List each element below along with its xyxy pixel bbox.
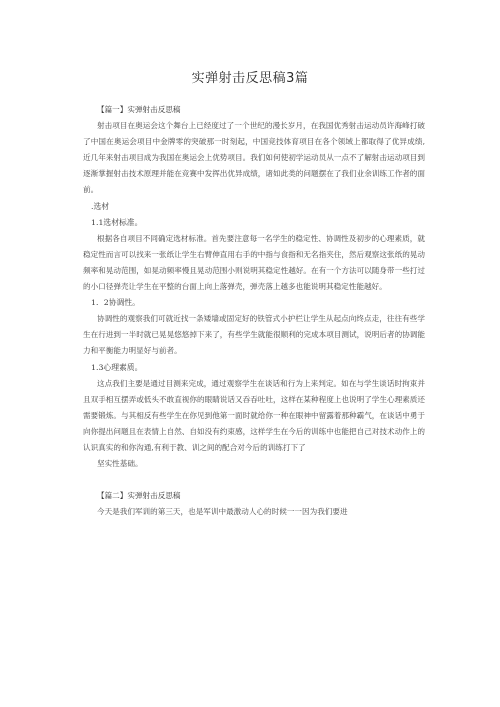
section1-intro-paragraph: 射击项目在奥运会这个舞台上已经度过了一个世纪的漫长岁月，在我国优秀射击运动员许海峰打破了中国在奥运会项目中金牌零的突破那一时刻起，中国竞技体育项目在各个领域上都取得了优异成绩,近几年来射击项目成为我国在奥运会上优势项目。我们如何使初学运动员从一点不了解射击运动项目到逐渐掌握射击技术原理并能在竞赛中发挥出优异成绩，诸如此类的问题摆在了我们业余训练工作者的面前。 (83, 121, 425, 195)
section-spacer (83, 472, 425, 488)
item1-heading: 1.1选材标准。 (91, 217, 143, 227)
item3-tail: 坚实性基础。 (97, 459, 143, 469)
item2-paragraph: 协调性的观察我们可就近找一条矮墙或固定好的铁管式小护栏让学生从起点向终点走，往往有些学生在行进到一半时就已晃晃悠悠掉下来了，有些学生就能很顺利的完成本项目测试，说明后者的协调能力和平衡能力明显好与前者。 (83, 314, 425, 356)
item3-heading: 1.3心理素质。 (91, 362, 143, 372)
section-heading-2: 【篇二】实弹射击反思稿 (97, 491, 181, 501)
section-heading-1: 【篇一】实弹射击反思稿 (97, 105, 181, 114)
section2-intro-paragraph: 今天是我们军训的第三天，也是军训中最激动人心的时候一一因为我们要进 (97, 507, 348, 517)
document-title: 实弹射击反思稿3篇 (191, 71, 309, 86)
document-body (83, 102, 425, 520)
select-heading: .选材 (91, 201, 110, 211)
item3-paragraph: 这点我们主要是通过目测来完成，通过观察学生在谈话和行为上来判定。如在与学生谈话时拘束并且双手相互摆弄或低头不敢直视你的眼睛说话又吞吞吐吐，这样在某种程度上也说明了学生心理素质还需要锻炼。与其相反有些学生在你见到他第一面时就给你一种在眼神中留露着那种霸气，在谈话中勇于向你提出问题且在表情上自然、自如没有约束感，这样学生在今后的训练中也能把自己对技术动作上的认识真实的和你沟通,有利于教、训之间的配合对今后的训练打下了 (83, 378, 425, 452)
item1-paragraph: 根据各自项目不同确定选材标准。首先要注意每一名学生的稳定性、协调性及初步的心理素质，就稳定性而言可以找来一张纸让学生右臂伸直用右手的中指与食指和无名指夹住，然后观察这张纸的晃动频率和晃动范围，如晃动频率慢且晃动范围小则说明其稳定性越好。在有一个方法可以随身带一些打过的小口径弹壳让学生在平整的台面上向上落弹壳，弹壳落上越多也能说明其稳定性能越好。 (83, 233, 425, 292)
item2-heading: 1．2协调性。 (91, 298, 140, 308)
